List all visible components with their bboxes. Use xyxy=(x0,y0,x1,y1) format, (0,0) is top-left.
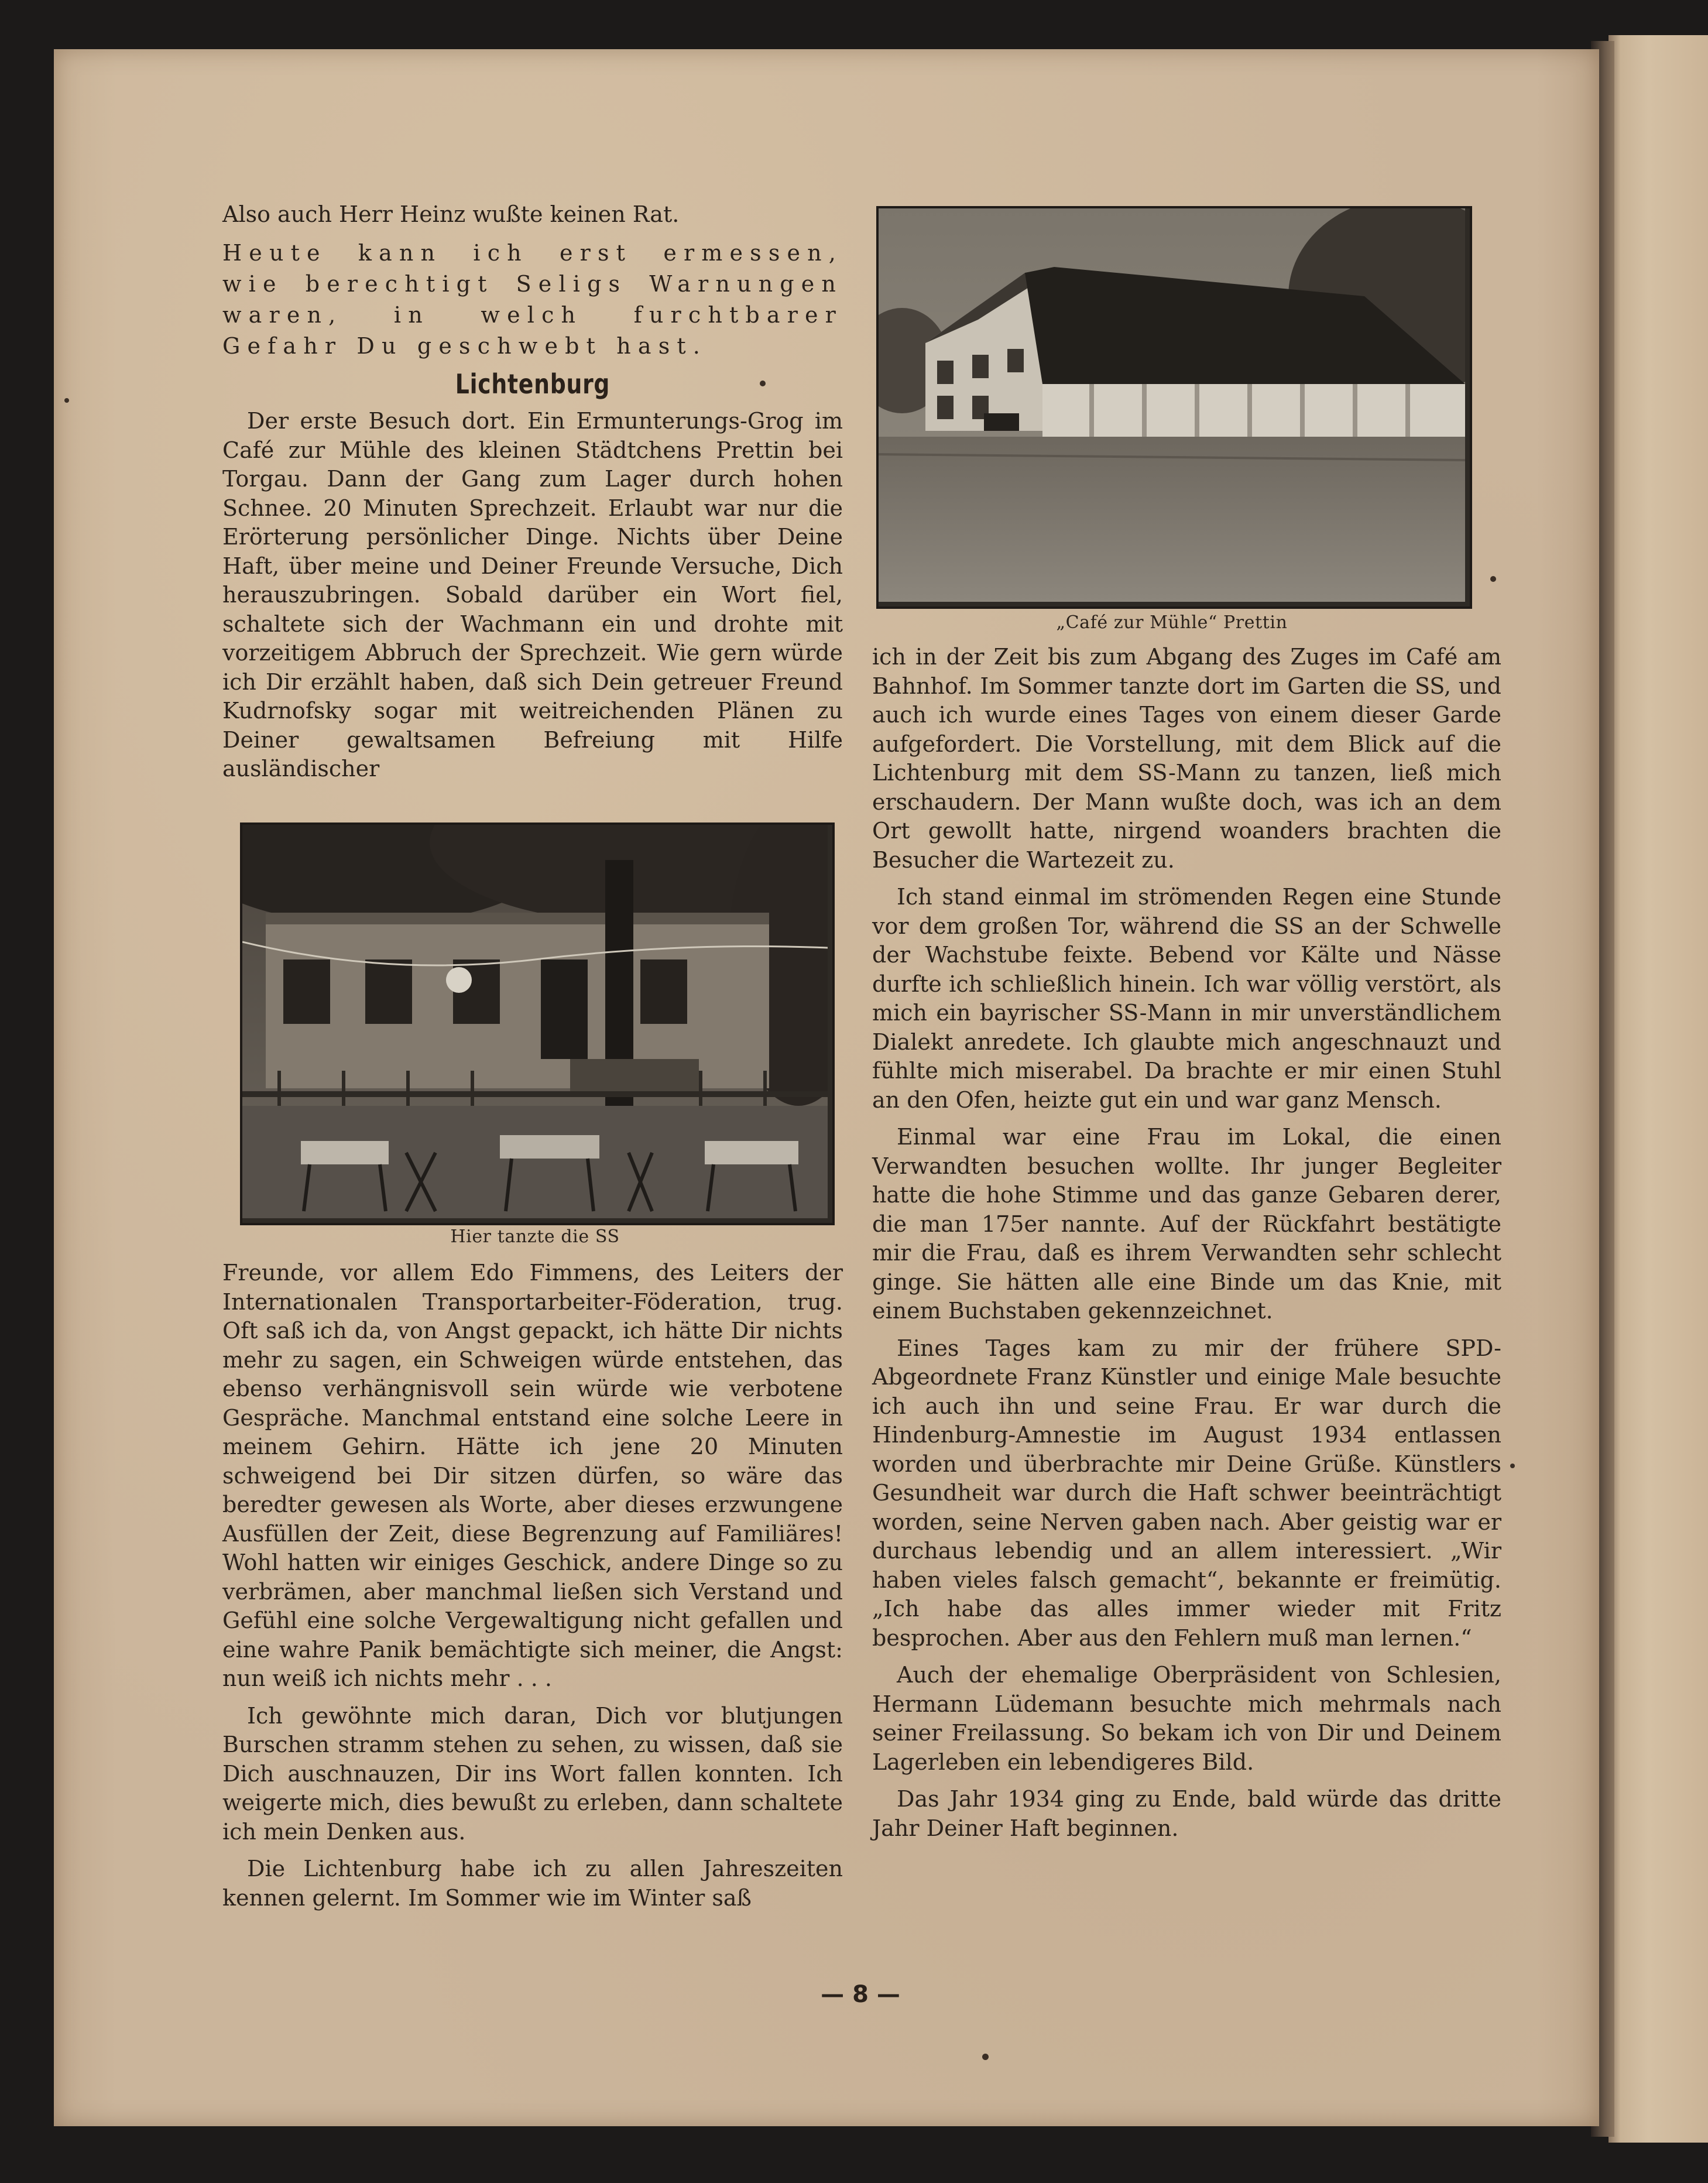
body-paragraph: Das Jahr 1934 ging zu Ende, bald würde das dritte Jahr Deiner Haft beginnen. xyxy=(872,1786,1501,1841)
caption-ss: Hier tanzte die SS xyxy=(450,1226,620,1247)
photo-cafe-image xyxy=(879,208,1465,602)
print-speck xyxy=(760,381,766,386)
body-paragraph: Auch der ehemalige Oberpräsident von Schlesien, Hermann Lüdemann besuchte mich mehrmals nach seiner Freilassung. So bekam ich von Dir und Deinem Lagerleben ein lebendigeres Bild. xyxy=(872,1662,1501,1775)
next-page-edge xyxy=(1608,35,1708,2143)
body-paragraph: Ich stand einmal im strömenden Regen eine Stunde vor dem großen Tor, während die SS an der Schwelle der Wachstube feixte. Bebend vor Kälte und Nässe durfte ich schließlich hinein. Ich war völlig verstört, als mich ein bayrischer SS-Mann in mir unverständlichem Dialekt anredete. Ich glaubte mich angeschnauzt und fühlte mich miserabel. Da brachte er mir einen Stuhl an den Ofen, heizte gut ein und war ganz Mensch. xyxy=(872,884,1501,1113)
right-column xyxy=(872,643,1501,1851)
body-paragraph: Eines Tages kam zu mir der frühere SPD-Abgeordnete Franz Künstler und einige Male besuchte ich auch ihn und seine Frau. Er war durch die Hindenburg-Amnestie im August 1934 entlassen worden und überbrachte mir Deine Grüße. Künstlers Gesundheit war durch die Haft schwer beeinträchtigt worden, seine Nerven gaben nach. Aber geistig war er durchaus lebendig und an allem interessiert. „Wir haben vieles falsch gemacht“, bekannte er freimütig. „Ich habe das alles immer wieder mit Fritz besprochen. Aber aus den Fehlern muß man lernen.“ xyxy=(872,1335,1501,1651)
body-paragraph: Die Lichtenburg habe ich zu allen Jahreszeiten kennen gelernt. Im Sommer wie im Winter saß xyxy=(222,1856,843,1911)
body-paragraph: Der erste Besuch dort. Ein Ermunterungs-Grog im Café zur Mühle des kleinen Städtchens Prettin bei Torgau. Dann der Gang zum Lager durch hohen Schnee. 20 Minuten Sprechzeit. Erlaubt war nur die Erörterung persönlicher Dinge. Nichts über Deine Haft, über meine und Deiner Freunde Versuche, Dich herauszubringen. Sobald darüber ein Wort fiel, schaltete sich der Wachmann ein und drohte mit vorzeitigem Abbruch der Sprechzeit. Wie gern würde ich Dir erzählt haben, daß sich Dein getreuer Freund Kudrnofsky sogar mit weitreichenden Plänen zu Deiner gewaltsamen Befreiung mit Hilfe ausländischer xyxy=(222,408,843,782)
body-paragraph: ich in der Zeit bis zum Abgang des Zuges im Café am Bahnhof. Im Sommer tanzte dort im Garten die SS, und auch ich wurde eines Tages von einem dieser Garde aufgefordert. Die Vorstellung, mit dem Blick auf die Lichtenburg mit dem SS-Mann zu tanzen, ließ mich erschaudern. Der Mann wußte doch, was ich an dem Ort gewollt hatte, nirgend woanders brachten die Besucher die Wartezeit zu. xyxy=(872,644,1501,873)
caption-cafe: „Café zur Mühle“ Prettin xyxy=(1056,612,1288,633)
photo-ss-garden-image xyxy=(242,825,828,1218)
page-number: — 8 — xyxy=(821,1981,900,2008)
body-paragraph: Einmal war eine Frau im Lokal, die einen Verwandten besuchen wollte. Ihr junger Begleiter hatte die hohe Stimme und das ganze Gebaren derer, die man 175er nannte. Auf der Rückfahrt bestätigte mir die Frau, daß es ihrem Verwandten sehr schlecht ginge. Sie hätten alle eine Binde um das Knie, mit einem Buchstaben gekennzeichnet. xyxy=(872,1124,1501,1324)
body-paragraph: Freunde, vor allem Edo Fimmens, des Leiters der Internationalen Transportarbeiter-Föderation, trug. Oft saß ich da, von Angst gepackt, ich hätte Dir nichts mehr zu sagen, ein Schweigen würde entstehen, das ebenso verhängnisvoll sein würde wie verbotene Gespräche. Manchmal entstand eine solche Leere in meinem Gehirn. Hätte ich jene 20 Minuten schweigend bei Dir sitzen dürfen, so wäre das beredter gewesen als Worte, aber dieses erzwungene Ausfüllen der Zeit, diese Begrenzung auf Familiäres! Wohl hatten wir einiges Geschick, andere Dinge so zu verbrämen, aber manchmal ließen sich Verstand und Gefühl eine solche Vergewaltigung nicht gefallen und eine wahre Panik bemächtigte sich meiner, die Angst: nun weiß ich nichts mehr . . . xyxy=(222,1260,843,1691)
section-heading: Lichtenburg xyxy=(455,368,611,400)
photo-cafe-zur-muehle xyxy=(876,206,1472,609)
intro-paragraph: Also auch Herr Heinz wußte keinen Rat. xyxy=(222,201,680,227)
body-paragraph: Ich gewöhnte mich daran, Dich vor blutjungen Burschen stramm stehen zu sehen, zu wissen, daß sie Dich auschnauzen, Dir ins Wort fallen konnten. Ich weigerte mich, dies bewußt zu erleben, dann schaltete ich mein Denken aus. xyxy=(222,1702,843,1845)
print-speck xyxy=(1490,576,1496,582)
photo-ss-garden xyxy=(240,823,835,1225)
print-speck xyxy=(982,2054,989,2060)
left-column-bottom xyxy=(222,1259,843,1921)
print-speck xyxy=(1510,1464,1515,1468)
print-speck xyxy=(64,398,69,403)
left-column-top xyxy=(222,200,843,792)
intro-spaced-paragraph: Heute kann ich erst ermessen, wie berechtigt Seligs Warnungen waren, in welch furchtbarer Gefahr Du geschwebt hast. xyxy=(222,239,843,359)
